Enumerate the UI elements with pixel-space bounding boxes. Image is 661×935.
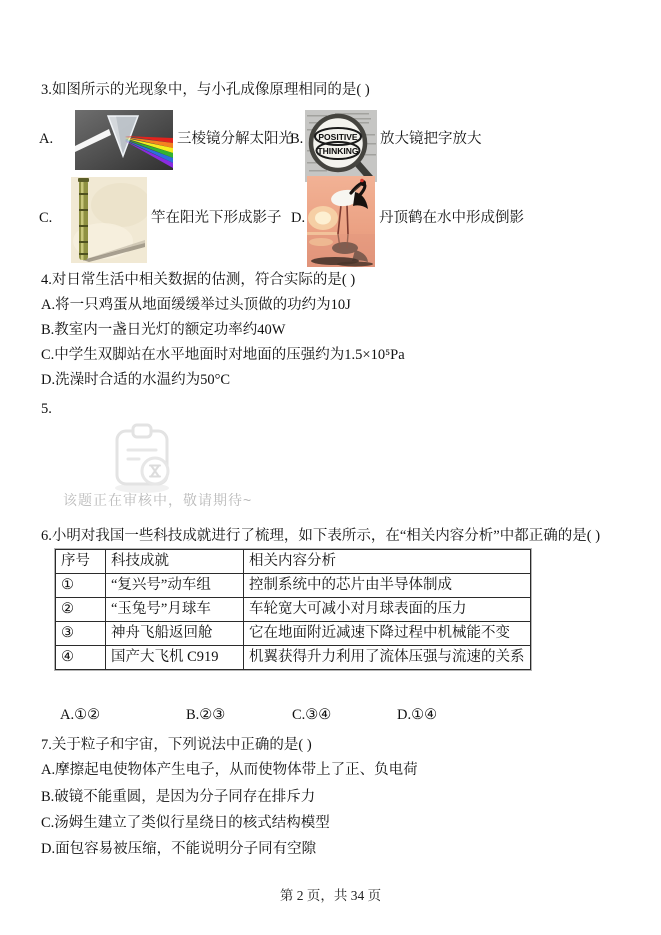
prism-image: [75, 110, 173, 170]
magnifier-word-2: THINKING: [317, 146, 359, 156]
q4-stem: 4.对日常生活中相关数据的估测，符合实际的是( ): [41, 272, 356, 288]
q5-number: 5.: [41, 401, 52, 417]
q7-stem: 7.关于粒子和宇宙，下列说法中正确的是( ): [41, 737, 312, 753]
q3-option-d-label: D.: [291, 210, 306, 226]
q7-option-d: D.面包容易被压缩，不能说明分子同有空隙: [41, 841, 317, 857]
q6-table-header-cell: 序号: [56, 550, 106, 574]
q6-option-a: A.①②: [60, 707, 101, 723]
q6-table-cell: 机翼获得升力利用了流体压强与流速的关系: [244, 646, 531, 670]
q4-option-c: C.中学生双脚站在水平地面时对地面的压强约为1.5×10⁵Pa: [41, 347, 405, 363]
q5-review-placeholder-text: 该题正在审核中，敬请期待~: [63, 492, 253, 508]
q3-option-c-caption: 竿在阳光下形成影子: [151, 210, 282, 226]
q6-option-d: D.①④: [397, 707, 438, 723]
q6-table-row: [56, 574, 531, 598]
q6-table-cell: ③: [56, 622, 106, 646]
q4-option-a: A.将一只鸡蛋从地面缓缓举过头顶做的功约为10J: [41, 297, 351, 313]
q6-table-cell: “玉兔号”月球车: [106, 598, 244, 622]
q6-table-cell: 神舟飞船返回舱: [106, 622, 244, 646]
q3-option-a-label: A.: [39, 131, 54, 147]
q6-table-header-cell: 相关内容分析: [244, 550, 531, 574]
q6-table-cell: ①: [56, 574, 106, 598]
crane-reflection-image: [307, 176, 375, 267]
q7-option-c: C.汤姆生建立了类似行星绕日的核式结构模型: [41, 815, 330, 831]
q4-option-d: D.洗澡时合适的水温约为50°C: [41, 372, 231, 388]
q3-stem: 3.如图所示的光现象中，与小孔成像原理相同的是( ): [41, 82, 370, 98]
q6-table-cell: ④: [56, 646, 106, 670]
q3-option-c-label: C.: [39, 210, 53, 226]
q6-option-b: B.②③: [186, 707, 226, 723]
q6-table-cell: ②: [56, 598, 106, 622]
q7-option-b: B.破镜不能重圆，是因为分子同存在排斥力: [41, 789, 316, 805]
q3-option-b-caption: 放大镜把字放大: [380, 131, 482, 147]
q6-table-cell: 车轮宽大可减小对月球表面的压力: [244, 598, 531, 622]
q6-table-header-row: [56, 550, 531, 574]
q6-table-header-cell: 科技成就: [106, 550, 244, 574]
q3-option-b-label: B.: [290, 131, 304, 147]
q6-table-cell: 国产大飞机 C919: [106, 646, 244, 670]
clipboard-hourglass-icon: [108, 422, 178, 494]
q3-option-d-caption: 丹顶鹤在水中形成倒影: [379, 210, 524, 226]
q7-option-a: A.摩擦起电使物体产生电子，从而使物体带上了正、负电荷: [41, 762, 418, 778]
magnifier-word-1: POSITIVE: [318, 132, 358, 142]
q6-stem: 6.小明对我国一些科技成就进行了梳理，如下表所示，在“相关内容分析”中都正确的是( ): [41, 528, 601, 544]
q6-option-c: C.③④: [292, 707, 332, 723]
q6-table-cell: 它在地面附近减速下降过程中机械能不变: [244, 622, 531, 646]
q6-table-row: [56, 622, 531, 646]
q6-table-cell: “复兴号”动车组: [106, 574, 244, 598]
q6-table-row: [56, 598, 531, 622]
q6-table-row: [56, 646, 531, 670]
pole-shadow-image: [71, 177, 147, 263]
q4-option-b: B.教室内一盏日光灯的额定功率约40W: [41, 322, 286, 338]
q6-table-cell: 控制系统中的芯片由半导体制成: [244, 574, 531, 598]
magnifier-image: [305, 110, 377, 182]
page-number-footer: 第 2 页，共 34 页: [279, 888, 382, 903]
q6-table: [55, 549, 531, 670]
q3-option-a-caption: 三棱镜分解太阳光: [177, 131, 293, 147]
